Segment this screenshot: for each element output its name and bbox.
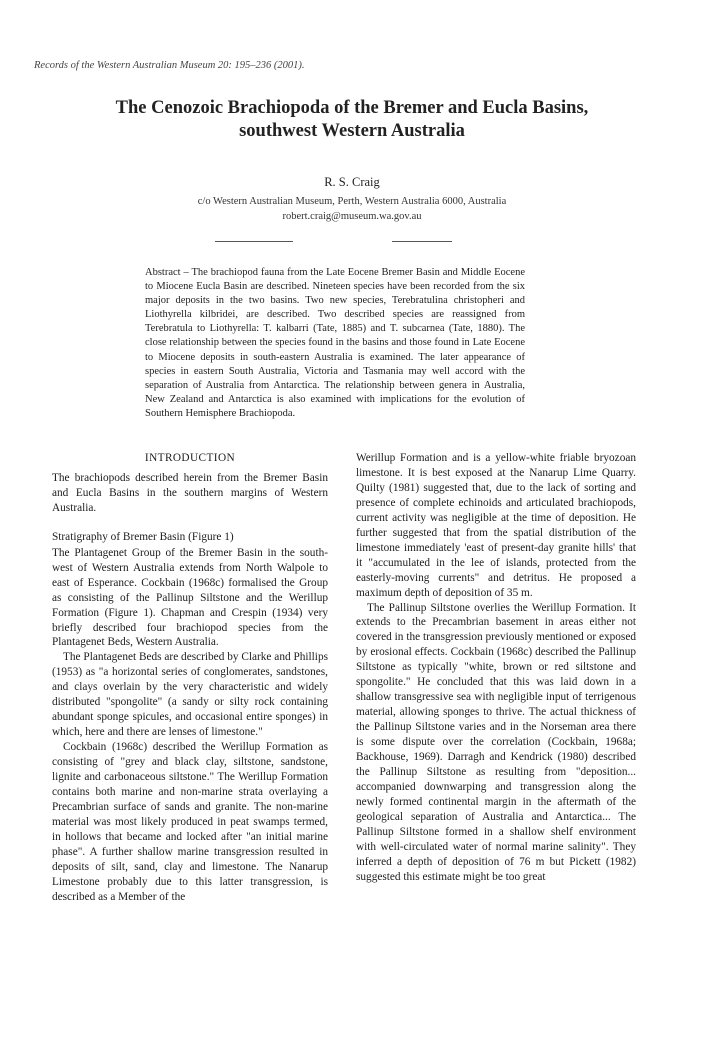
abstract: Abstract – The brachiopod fauna from the Late Eocene Bremer Basin and Middle Eocene to Miocene Eucla Basin are described. Nineteen species have been recorded from the six major deposits in the two basins. Two new species, Terebratulina christopheri and Liothyrella kilbridei, are described. Two described species are reassigned from Terebratula to Liothyrella: T. kalbarri (Tate, 1885) and T. subcarnea (Tate, 1880). The close relationship between the species found in the basins and those found in Late Eocene to Miocene deposits in south-eastern Australia is examined. The later appearance of species in eastern South Australia, Victoria and Tasmania may well accord with the separation of Australia from Antarctica. The relationship between genera in Australia, New Zealand and Antarctica is also examined with implications for the evolution of Southern Hemisphere Brachiopoda. [145,267,525,419]
paper-title [60,97,644,143]
subsection-heading: Stratigraphy of Bremer Basin (Figure 1) [52,530,234,543]
body-column-right [356,451,636,885]
affiliation-email: robert.craig@museum.wa.gov.au [282,211,422,222]
paragraph: Cockbain (1968c) described the Werillup Formation as consisting of "grey and black clay, siltstone, sandstone, lignite and carbonaceous siltstone." The Werillup Formation contains both marine and non-marine strata overlaying a Precambrian surface of sands and granite. The non-marine material was most likely produced in peat swamps termed, in hollows that became and locked after "an initial marine phase". A further shallow marine transgression resulted in deposits of silt, sand, clay and limestone. The Nanarup Limestone probably due to this latter transgression, is described as a Member of the [52,741,328,903]
paragraph: The Pallinup Siltstone overlies the Werillup Formation. It extends to the Precambrian basement in areas either not covered in the transgression previously mentioned or exposed by erosional effects. Cockbain (1968c) described the Pallinup Siltstone as typically "white, brown or red siltstone and spongolite." He concluded that this was laid down in a shallow transgressive sea with negligible input of terrigenous material, allowing sponges to thrive. The actual thickness of the Pallinup Siltstone varies and in the Norseman area there is some dispute over the correlation (Cockbain, 1968a; Backhouse, 1969). Darragh and Kendrick (1980) described the Pallinup Siltstone as resulting from "deposition... accompanied downwarping and transgression along the newly formed continental margin in the aftermath of the geological separation of Australia and Antarctica... The Pallinup Siltstone formed in a shallow shelf environment with well-circulated water of normal marine salinity". They inferred a depth of deposition of 76 m but Pickett (1982) suggested this estimate might be too great [356,601,636,883]
paragraph: Werillup Formation and is a yellow-white friable bryozoan limestone. It is best exposed at the Nanarup Lime Quarry. Quilty (1981) suggested that, due to the lack of sorting and presence of complete echinoids and articulated brachiopods, current activity was negligible at the time of deposition. He further suggested that from the spatial distribution of the limestone immediately 'east of present-day granite hills' that it "accumulated in the lee of islands, protected from the easterly-moving currents" and detritus. He proposed a maximum depth of deposition of 35 m. [356,452,636,599]
divider-rule-left [215,241,293,242]
paragraph: The brachiopods described herein from the Bremer Basin and Eucla Basins in the southern margins of Western Australia. [52,471,328,514]
title-line-2: southwest Western Australia [239,121,465,141]
paragraph: The Plantagenet Beds are described by Clarke and Phillips (1953) as "a horizontal series of conglomerates, sandstones, and clays overlain by the very characteristic and widely distributed "spongolite" (a sandy or silty rock containing abundant sponge spicules, and occasional entire sponges) in which, here and there are lenses of limestone." [52,651,328,739]
running-head: Records of the Western Australian Museum 20: 195–236 (2001). [34,60,305,71]
divider-rule-right [392,241,452,242]
affiliation-address: c/o Western Australian Museum, Perth, Western Australia 6000, Australia [197,196,507,207]
body-column-left [52,451,328,905]
title-line-1: The Cenozoic Brachiopoda of the Bremer and Eucla Basins, [115,98,589,118]
author-name: R. S. Craig [324,175,380,189]
paragraph: The Plantagenet Group of the Bremer Basin in the south-west of Western Australia extends from North Walpole to east of Esperance. Cockbain (1968c) formalised the Group as consisting of the Pallinup Siltstone and the Werillup Formation (Figure 1). Chapman and Crespin (1934) very briefly described four brachiopod species from the Plantagenet Beds, Western Australia. [52,546,328,649]
section-heading-introduction: INTRODUCTION [144,452,236,464]
author-affiliation [0,194,704,224]
